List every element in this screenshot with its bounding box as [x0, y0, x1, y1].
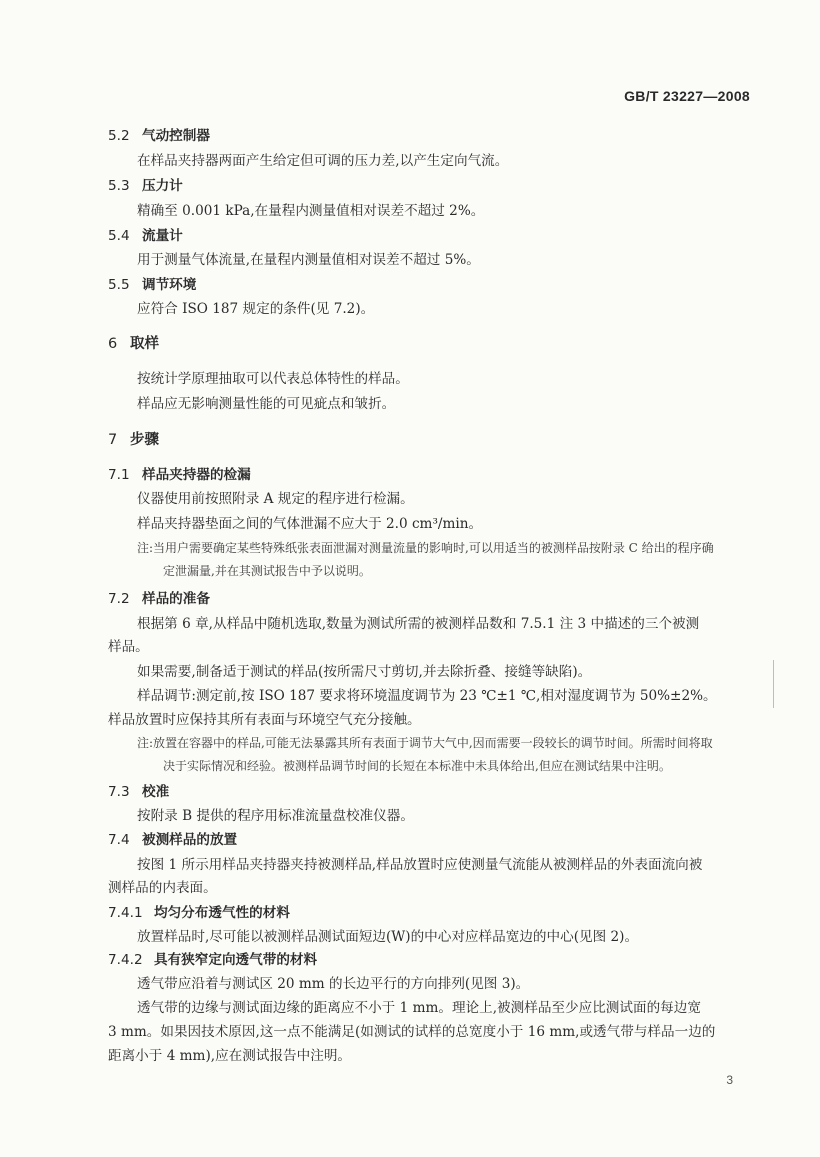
- paragraph: 透气带的边缘与测试面边缘的距离应不小于 1 mm。理论上,被测样品至少应比测试面的每边宽: [137, 1000, 701, 1016]
- section-number: 6: [108, 336, 118, 352]
- section-number: 7.1: [108, 467, 130, 483]
- section-number: 7: [108, 432, 118, 448]
- heading-5-3: [108, 174, 183, 194]
- section-title: 流量计: [142, 228, 183, 244]
- paragraph-continuation: 3 mm。如果因技术原因,这一点不能满足(如测试的试样的总宽度小于 16 mm,或透气带与样品一边的: [108, 1024, 716, 1040]
- section-number: 5.4: [108, 228, 130, 244]
- section-number: 5.2: [108, 128, 130, 144]
- paragraph: 精确至 0.001 kPa,在量程内测量值相对误差不超过 2%。: [137, 203, 485, 219]
- heading-7-2: [108, 587, 210, 607]
- section-number: 5.3: [108, 178, 130, 194]
- heading-7-4-2: [108, 948, 317, 968]
- paragraph-continuation: 样品。: [108, 639, 149, 655]
- note-continuation: 决于实际情况和经验。被测样品调节时间的长短在本标准中未具体给出,但应在测试结果中注明。: [163, 759, 671, 773]
- heading-5-2: [108, 124, 210, 144]
- paragraph: 根据第 6 章,从样品中随机选取,数量为测试所需的被测样品数和 7.5.1 注 3 中描述的三个被测: [137, 616, 700, 632]
- note: 注:放置在容器中的样品,可能无法暴露其所有表面于调节大气中,因而需要一段较长的调节时间。所需时间将取: [137, 736, 713, 750]
- section-title: 样品的准备: [142, 591, 210, 607]
- section-title: 取样: [130, 336, 159, 352]
- paragraph: 透气带应沿着与测试区 20 mm 的长边平行的方向排列(见图 3)。: [137, 976, 530, 992]
- section-number: 7.4.2: [108, 952, 143, 968]
- section-number: 7.4.1: [108, 905, 143, 921]
- paragraph: 按附录 B 提供的程序用标准流量盘校准仪器。: [137, 808, 414, 824]
- heading-5-4: [108, 224, 183, 244]
- paragraph: 按图 1 所示用样品夹持器夹持被测样品,样品放置时应使测量气流能从被测样品的外表面流向被: [137, 857, 703, 873]
- section-title: 步骤: [130, 432, 159, 448]
- section-number: 7.3: [108, 784, 130, 800]
- heading-7-1: [108, 463, 251, 483]
- paragraph: 样品调节:测定前,按 ISO 187 要求将环境温度调节为 23 ℃±1 ℃,相对湿度调节为 50%±2%。: [137, 688, 717, 704]
- paragraph: 放置样品时,尽可能以被测样品测试面短边(W)的中心对应样品宽边的中心(见图 2)。: [137, 929, 639, 945]
- section-number: 7.2: [108, 591, 130, 607]
- section-title: 压力计: [142, 178, 183, 194]
- heading-5-5: [108, 273, 196, 293]
- paragraph: 仪器使用前按照附录 A 规定的程序进行检漏。: [137, 491, 414, 507]
- section-title: 具有狭窄定向透气带的材料: [154, 952, 318, 968]
- section-number: 5.5: [108, 277, 130, 293]
- paragraph: 按统计学原理抽取可以代表总体特性的样品。: [137, 371, 409, 387]
- standard-code: GB/T 23227—2008: [624, 88, 750, 104]
- paragraph-continuation: 测样品的内表面。: [108, 880, 217, 896]
- heading-7-4-1: [108, 901, 290, 921]
- paragraph-continuation: 样品放置时应保持其所有表面与环境空气充分接触。: [108, 712, 421, 728]
- paragraph: 在样品夹持器两面产生给定但可调的压力差,以产生定向气流。: [137, 153, 509, 169]
- paragraph: 样品夹持器垫面之间的气体泄漏不应大于 2.0 cm³/min。: [137, 516, 483, 532]
- paragraph: 样品应无影响测量性能的可见疵点和皱折。: [137, 396, 396, 412]
- heading-7-4: [108, 828, 237, 848]
- revision-bar: [773, 660, 774, 708]
- heading-6: [108, 332, 159, 353]
- section-title: 气动控制器: [142, 128, 210, 144]
- section-title: 样品夹持器的检漏: [142, 467, 251, 483]
- paragraph-continuation: 距离小于 4 mm),应在测试报告中注明。: [108, 1048, 352, 1064]
- section-title: 被测样品的放置: [142, 832, 238, 848]
- paragraph: 用于测量气体流量,在量程内测量值相对误差不超过 5%。: [137, 252, 480, 268]
- section-title: 调节环境: [142, 277, 197, 293]
- note-continuation: 定泄漏量,并在其测试报告中予以说明。: [163, 564, 371, 578]
- paragraph: 应符合 ISO 187 规定的条件(见 7.2)。: [137, 301, 375, 317]
- section-title: 校准: [142, 784, 170, 800]
- heading-7: [108, 428, 159, 449]
- section-number: 7.4: [108, 832, 130, 848]
- section-title: 均匀分布透气性的材料: [154, 905, 290, 921]
- page-number: 3: [726, 1073, 733, 1087]
- paragraph: 如果需要,制备适于测试的样品(按所需尺寸剪切,并去除折叠、接缝等缺陷)。: [137, 664, 592, 680]
- note: 注:当用户需要确定某些特殊纸张表面泄漏对测量流量的影响时,可以用适当的被测样品按附录 C 给出的程序确: [137, 541, 714, 555]
- heading-7-3: [108, 780, 169, 800]
